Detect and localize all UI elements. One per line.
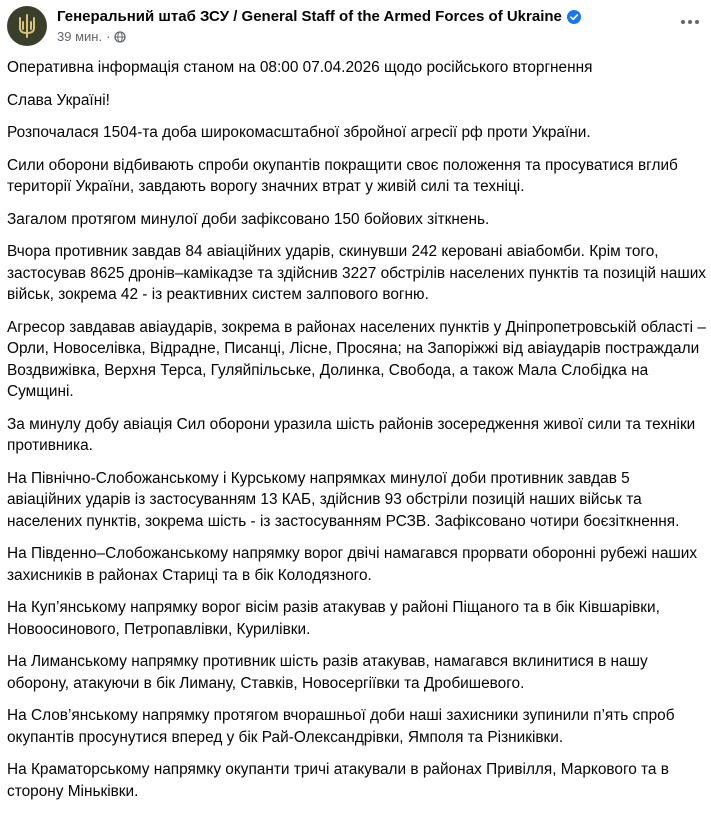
post-paragraph: На Південно–Слобожанському напрямку ворог двічі намагався прорвати оборонні рубежі наших захисників в районах Стариці та в бік Колодязного. bbox=[7, 545, 698, 584]
page-avatar[interactable] bbox=[7, 6, 47, 46]
post-paragraph: Агресор завдавав авіаударів, зокрема в районах населених пунктів у Дніпропетровській області – Орли, Новоселівка, Відрадне, Писанці, Лісне, Просяна; на Запоріжжі від авіаударів постраждали Воздвижівка, Верхня Терса, Гуляйпільське, Долинка, Свобода, а також Мала Слобідка на Сумщині. bbox=[7, 318, 706, 400]
post-paragraph: Розпочалася 1504-та доба широкомасштабної збройної агресії рф проти України. bbox=[7, 124, 591, 141]
post-paragraph: Оперативна інформація станом на 08:00 07.04.2026 щодо російського вторгнення bbox=[7, 59, 593, 76]
post-paragraph: На Куп’янському напрямку ворог вісім разів атакував у районі Піщаного та в бік Ківшарівки, Новоосинового, Петропавлівки, Курилівки. bbox=[7, 599, 660, 638]
post-paragraph: На Північно-Слобожанському і Курському напрямках минулої доби противник завдав 5 авіаційних ударів із застосуванням 13 КАБ, здійснив 93 обстріли позицій наших військ та населених пунктів, зокрема шість - із застосуванням РСЗВ. Зафіксовано чотири боєзіткнення. bbox=[7, 469, 680, 530]
post-timestamp[interactable]: 39 мин. bbox=[57, 29, 103, 44]
post-header bbox=[0, 0, 711, 52]
meta-separator: · bbox=[106, 29, 111, 44]
more-dot bbox=[695, 20, 699, 24]
globe-icon[interactable] bbox=[114, 31, 126, 43]
post-paragraph: Вчора противник завдав 84 авіаційних ударів, скинувши 242 керовані авіабомби. Крім того, застосував 8625 дронів–камікадзе та здійснив 3227 обстрілів населених пунктів та позицій наших військ, зокрема 42 - із реактивних систем залпового вогню. bbox=[7, 243, 707, 303]
post-paragraph: На Краматорському напрямку окупанти тричі атакували в районах Привілля, Маркового та в сторону Міньківки. bbox=[7, 761, 669, 800]
post-meta bbox=[57, 29, 126, 44]
post-paragraph: Загалом протягом минулої доби зафіксовано 150 бойових зіткнень. bbox=[7, 210, 490, 228]
more-dot bbox=[681, 20, 685, 24]
page-name-row bbox=[57, 8, 581, 25]
post-paragraph: На Слов’янському напрямку протягом вчорашньої доби наші захисники зупинили п’ять спроб окупантів просунутися вперед у бік Рай-Олександрівки, Ямполя та Різниківки. bbox=[7, 707, 675, 746]
verified-badge-icon bbox=[567, 10, 581, 24]
more-dot bbox=[688, 20, 692, 24]
trident-emblem-icon bbox=[16, 14, 38, 38]
more-options-icon[interactable] bbox=[676, 12, 704, 32]
post-body bbox=[7, 57, 707, 813]
post-paragraph: На Лиманському напрямку противник шість разів атакував, намагався вклинитися в нашу оборону, атакуючи в бік Лиману, Ставків, Новосергіївки та Дробишевого. bbox=[7, 653, 648, 692]
post-paragraph: Сили оборони відбивають спроби окупантів покращити своє положення та просуватися вглиб території України, завдають ворогу значних втрат у живій силі та техніці. bbox=[7, 156, 678, 195]
page-name-link[interactable]: Генеральний штаб ЗСУ / General Staff of the Armed Forces of Ukraine bbox=[57, 8, 562, 25]
post-paragraph: Слава Україні! bbox=[7, 91, 110, 109]
post-paragraph: За минулу добу авіація Сил оборони уразила шість районів зосередження живої сили та техніки противника. bbox=[7, 415, 696, 454]
